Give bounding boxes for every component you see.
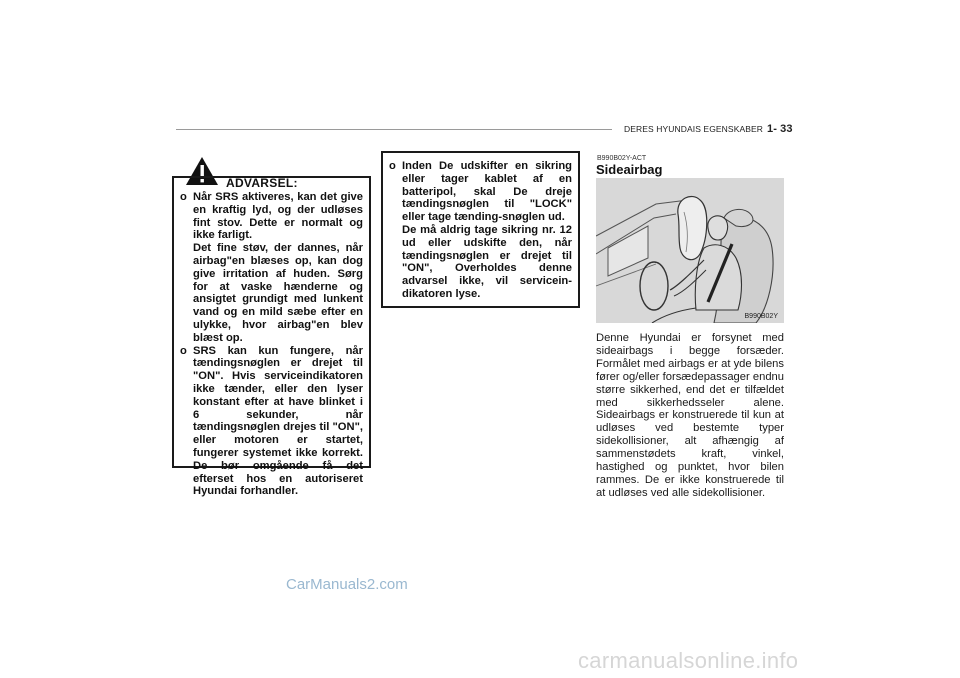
warning-item — [180, 191, 363, 242]
bullet: o — [389, 160, 396, 172]
running-header — [624, 123, 793, 135]
bullet: o — [180, 344, 187, 357]
warning-title: ADVARSEL: — [226, 176, 298, 190]
illustration-drawing — [596, 178, 784, 323]
figure-code: B990B02Y — [744, 313, 778, 320]
note-item — [389, 160, 572, 224]
note-item-text: Inden De udskifter en sikring eller tager kablet af en batteripol, skal De dreje tændingsnøglen til "LOCK" eller tage tænding-snøglen ud. — [402, 160, 572, 224]
body-paragraph: Denne Hyundai er forsynet med sideairbags i begge forsæder. Formålet med airbags er at yde bilens fører og/eller forsædepassager endnu større sikkerhed, end det er tilfældet med sikkerhedsseler alene. Sideairbags er konstruerede til kun at udløses ved bestemte typer sidekollisioner, alt afhængig af sammenstødets kraft, vinkel, hastighed og punktet, hvor bilen rammes. De er ikke konstruerede til at udløses ved alle sidekollisioner. — [596, 332, 784, 499]
warning-item-text: Når SRS aktiveres, kan det give en kraftig lyd, og der udløses fint stov. Dette er normalt og ikke farligt. — [193, 191, 363, 242]
warning-item — [180, 345, 363, 499]
warning-item-text: SRS kan kun fungere, når tændingsnøglen er drejet til "ON". Hvis serviceindikatoren ikke tænder, eller den lyser konstant efter at have blinket i 6 sekunder, når tændingsnøglen drejes til "ON", eller motoren er startet, fungerer systemet ikke korrekt. De bør omgående få det efterset hos en autoriseret Hyundai forhandler. — [193, 344, 363, 498]
warning-box — [172, 176, 371, 498]
warning-item-text: Det fine støv, der dannes, når airbag"en blæses op, kan dog give irritation af huden. Sørg for at vaske hænderne og ansigtet grundigt med lunkent vand og en mild sæbe efter en ulykke, hvor airbag"en blev blæst op. — [193, 242, 363, 344]
watermark-carmanualsonline: carmanualsonline.info — [578, 648, 799, 673]
sideairbag-illustration — [596, 178, 784, 323]
bullet: o — [180, 191, 187, 203]
warning-item — [180, 242, 363, 344]
note-item — [389, 224, 572, 301]
note-item-text: De må aldrig tage sikring nr. 12 ud eller udskifte den, når tændingsnøglen er drejet til "ON", Overholdes denne advarsel ikke, vil servicein-dikatoren lyse. — [402, 223, 572, 300]
section-code: B990B02Y-ACT — [597, 155, 647, 162]
header-rule — [176, 129, 612, 130]
note-box — [381, 151, 580, 308]
section-title: Sideairbag — [596, 162, 663, 177]
watermark-carmanuals2: CarManuals2.com — [286, 576, 408, 593]
header-section: DERES HYUNDAIS EGENSKABER — [624, 124, 764, 134]
page-number: 1- 33 — [767, 123, 793, 135]
